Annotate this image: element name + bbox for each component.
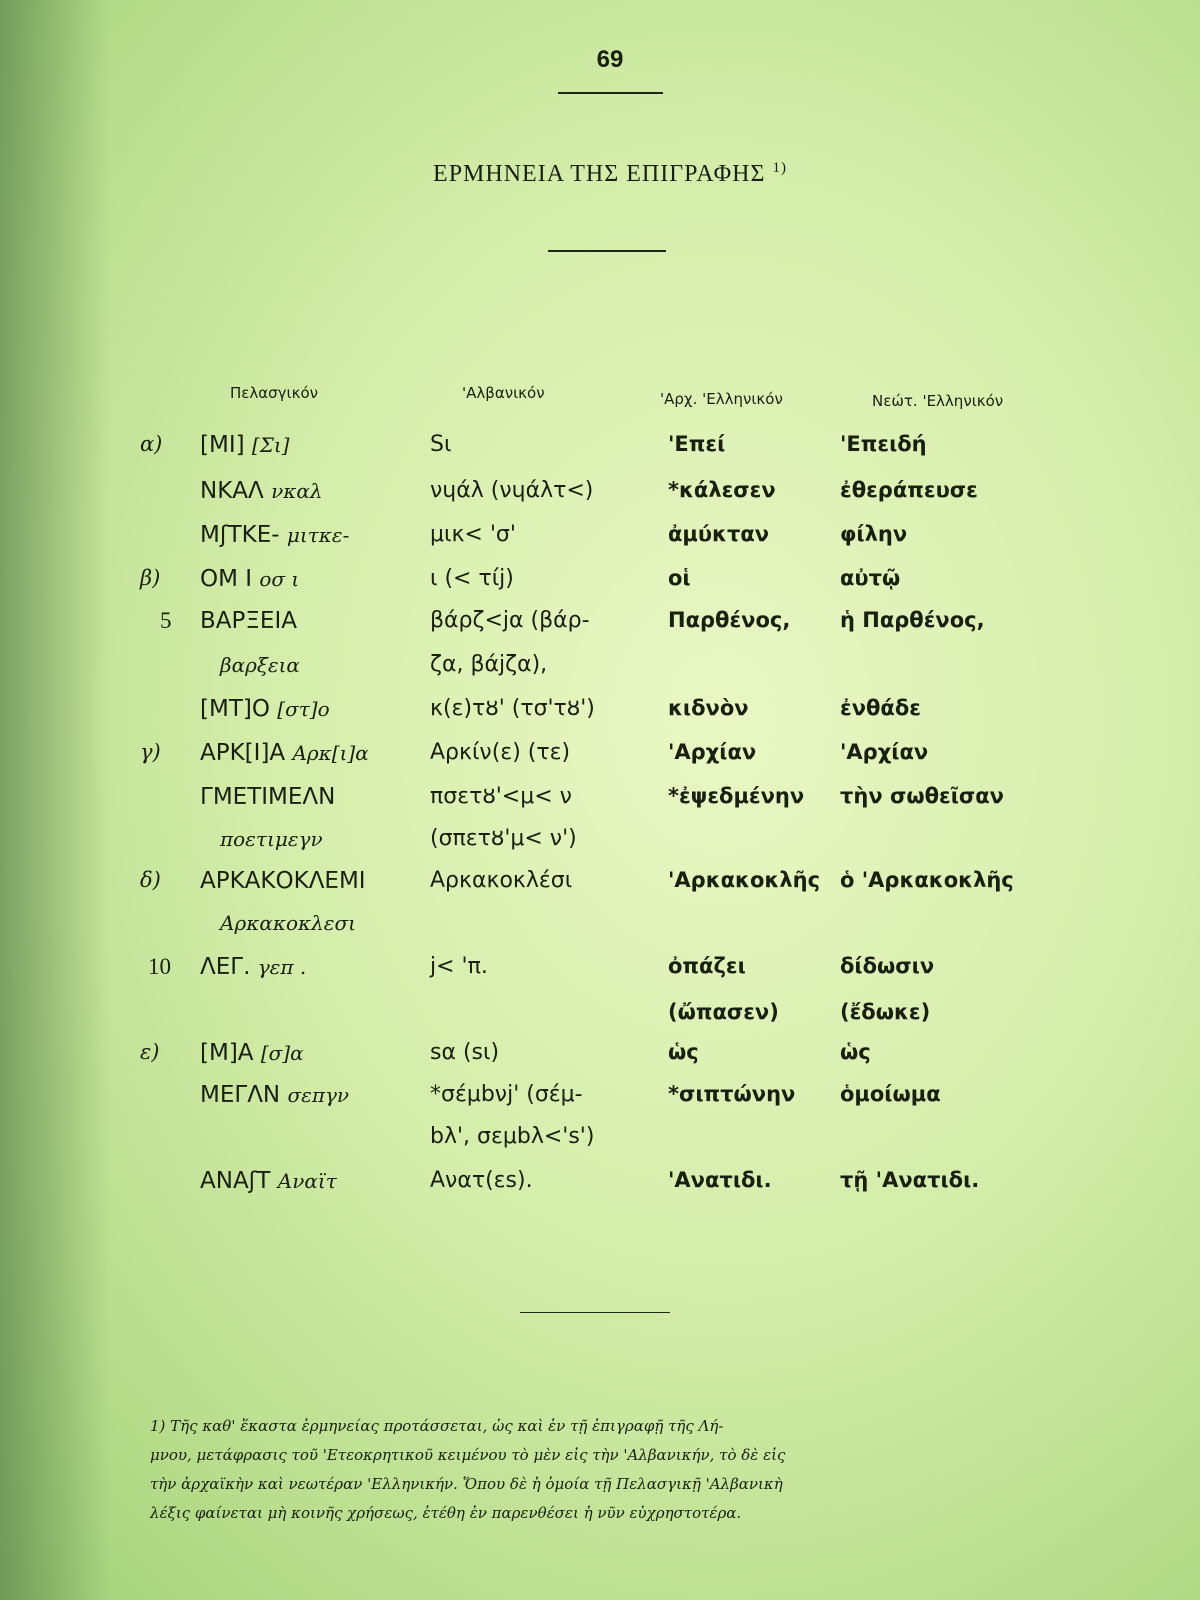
pelasgic-text: ΑΡΚΑΚΟΚΛΕΜΙ bbox=[200, 868, 366, 894]
pelasgic-transliteration: [σ]α bbox=[260, 1041, 304, 1065]
modern-greek-cell: 'Αρχίαν bbox=[840, 740, 929, 764]
pelasgic-text: ΜΕΓΛΝ bbox=[200, 1082, 288, 1108]
pelasgic-cell bbox=[200, 1168, 337, 1194]
column-header-modern-greek: Νεώτ. 'Ελληνικόν bbox=[872, 392, 1004, 410]
row-label: α) bbox=[140, 432, 163, 456]
albanian-cell: πσετȣ'<μ< ν bbox=[430, 784, 572, 809]
pelasgic-transliteration: βαρξεια bbox=[220, 653, 300, 677]
column-header-pelasgic: Πελασγικόν bbox=[230, 384, 319, 402]
page-gutter-shadow bbox=[0, 0, 110, 1600]
title-rule bbox=[548, 250, 666, 252]
pelasgic-transliteration: Αρκακοκλεσι bbox=[220, 911, 356, 935]
pelasgic-cell bbox=[200, 1082, 349, 1108]
albanian-cell: μικ< 'σ' bbox=[430, 522, 516, 547]
pelasgic-cell bbox=[200, 784, 335, 810]
modern-greek-cell: (ἔδωκε) bbox=[840, 1000, 931, 1024]
pelasgic-text: ΝΚΑΛ bbox=[200, 478, 272, 504]
footnote bbox=[150, 1412, 1050, 1528]
modern-greek-cell: ἐθεράπευσε bbox=[840, 478, 978, 502]
albanian-cell: Αρκίν(ε) (τε) bbox=[430, 740, 571, 765]
albanian-cell: Sι bbox=[430, 432, 452, 457]
modern-greek-cell: αὐτῷ bbox=[840, 566, 901, 590]
pelasgic-transliteration: οσ ι bbox=[259, 567, 300, 591]
page-title-text: ΕΡΜΗΝΕΙΑ ΤΗΣ ΕΠΙΓΡΑΦΗΣ bbox=[433, 161, 766, 187]
column-header-albanian: 'Αλβανικόν bbox=[462, 384, 545, 402]
pelasgic-text: ΛΕΓ. bbox=[200, 954, 258, 980]
footnote-line: 1) Τῆς καθ' ἕκαστα ἑρμηνείας προτάσσεται, ὡς καὶ ἐν τῇ ἐπιγραφῇ τῆς Λή- bbox=[150, 1417, 724, 1435]
pelasgic-transliteration: [στ]ο bbox=[277, 697, 330, 721]
ancient-greek-cell: ἀμύκταν bbox=[668, 522, 770, 546]
albanian-cell: κ(ε)τȣ' (τσ'τȣ') bbox=[430, 696, 595, 721]
pelasgic-transliteration: γεπ . bbox=[257, 955, 307, 979]
pelasgic-transliteration: ποετιμεγν bbox=[220, 827, 323, 851]
modern-greek-cell: τῇ 'Ανατιδι. bbox=[840, 1168, 980, 1192]
modern-greek-cell: τὴν σωθεῖσαν bbox=[840, 784, 1004, 808]
pelasgic-text: ΟΜ Ι bbox=[200, 566, 260, 592]
pelasgic-cell bbox=[220, 910, 356, 936]
pelasgic-text: [ΜΤ]Ο bbox=[200, 696, 278, 722]
ancient-greek-cell: 'Αρκακοκλῆς bbox=[668, 868, 821, 892]
albanian-cell: ι (< τίj) bbox=[430, 566, 514, 591]
pelasgic-cell bbox=[200, 608, 297, 634]
page-title bbox=[330, 160, 890, 188]
ancient-greek-cell: Παρθένος, bbox=[668, 608, 791, 632]
modern-greek-cell: ὁμοίωμα bbox=[840, 1082, 941, 1106]
modern-greek-cell: ἡ Παρθένος, bbox=[840, 608, 985, 632]
pelasgic-text: [ΜΙ] bbox=[200, 432, 252, 458]
ancient-greek-cell: *ἐψεδμένην bbox=[668, 784, 805, 808]
albanian-cell: j< 'π. bbox=[430, 954, 488, 979]
ancient-greek-cell: *κάλεσεν bbox=[668, 478, 776, 502]
albanian-cell: Ανατ(εs). bbox=[430, 1168, 533, 1193]
modern-greek-cell: ὡς bbox=[840, 1040, 871, 1064]
pelasgic-transliteration: Αρκ[ι]α bbox=[292, 741, 369, 765]
pelasgic-transliteration: [Σι] bbox=[251, 433, 290, 457]
albanian-cell: (σπετȣ'μ< ν') bbox=[430, 826, 577, 851]
footnote-rule bbox=[520, 1312, 670, 1313]
pelasgic-cell bbox=[200, 740, 369, 766]
albanian-cell: νɥάλ (νɥάλτ<) bbox=[430, 478, 594, 503]
pelasgic-cell bbox=[200, 868, 366, 894]
albanian-cell: *σέμbνj' (σέμ- bbox=[430, 1082, 583, 1107]
albanian-cell: sα (sι) bbox=[430, 1040, 500, 1065]
pelasgic-cell bbox=[200, 566, 299, 592]
row-label: γ) bbox=[140, 740, 161, 764]
footnote-line: λέξις φαίνεται μὴ κοινῆς χρήσεως, ἐτέθη ἐν παρενθέσει ἡ νῦν εὐχρηστοτέρα. bbox=[150, 1504, 742, 1522]
footnote-line: τὴν ἀρχαϊκὴν καὶ νεωτέραν 'Ελληνικήν. Ὅπου δὲ ἡ ὁμοία τῇ Πελασγικῇ 'Αλβανικὴ bbox=[150, 1475, 783, 1493]
modern-greek-cell: ἐνθάδε bbox=[840, 696, 921, 720]
pelasgic-text: ΜʃΤΚΕ- bbox=[200, 522, 287, 548]
pelasgic-transliteration: Αναϊτ bbox=[277, 1169, 337, 1193]
albanian-cell: ζα, βάjζα), bbox=[430, 652, 548, 677]
ancient-greek-cell: 'Επεί bbox=[668, 432, 726, 456]
ancient-greek-cell: *σιπτώνην bbox=[668, 1082, 796, 1106]
row-label: 5 bbox=[160, 608, 172, 633]
pelasgic-transliteration: σεπγν bbox=[287, 1083, 350, 1107]
pelasgic-cell bbox=[220, 652, 300, 678]
page-number: 69 bbox=[596, 46, 624, 73]
ancient-greek-cell: κιδνὸν bbox=[668, 696, 749, 720]
ancient-greek-cell: 'Ανατιδι. bbox=[668, 1168, 772, 1192]
albanian-cell: Αρκακοκλέσι bbox=[430, 868, 573, 893]
pelasgic-cell bbox=[200, 432, 289, 458]
pelasgic-cell bbox=[200, 696, 330, 722]
column-header-ancient-greek: 'Αρχ. 'Ελληνικόν bbox=[660, 390, 783, 408]
ancient-greek-cell: ὀπάζει bbox=[668, 954, 746, 978]
pelasgic-transliteration: μιτκε- bbox=[286, 523, 350, 547]
pelasgic-text: ΓΜΕΤΙΜΕΛΝ bbox=[200, 784, 336, 810]
ancient-greek-cell: (ὤπασεν) bbox=[668, 1000, 779, 1024]
pelasgic-cell bbox=[200, 1040, 304, 1066]
footnote-line: μνου, μετάφρασις τοῦ 'Ετεοκρητικοῦ κειμένου τὸ μὲν εἰς τὴν 'Αλβανικήν, τὸ δὲ εἰς bbox=[150, 1446, 786, 1464]
ancient-greek-cell: οἱ bbox=[668, 566, 691, 590]
row-label: δ) bbox=[140, 868, 161, 892]
pelasgic-cell bbox=[200, 522, 349, 548]
row-label: 10 bbox=[148, 954, 171, 979]
row-label: ε) bbox=[140, 1040, 160, 1064]
ancient-greek-cell: 'Αρχίαν bbox=[668, 740, 757, 764]
modern-greek-cell: ὁ 'Αρκακοκλῆς bbox=[840, 868, 1014, 892]
page-number-rule bbox=[558, 92, 663, 94]
pelasgic-transliteration: νκαλ bbox=[271, 479, 323, 503]
albanian-cell: bλ', σεμbλ<'s') bbox=[430, 1124, 595, 1149]
title-footnote-marker: 1) bbox=[772, 160, 787, 176]
pelasgic-text: ΑΝΑʃΤ bbox=[200, 1168, 278, 1194]
ancient-greek-cell: ὡς bbox=[668, 1040, 699, 1064]
row-label: β) bbox=[140, 566, 161, 590]
pelasgic-text: ΒΑΡΞΕΙΑ bbox=[200, 608, 297, 634]
modern-greek-cell: δίδωσιν bbox=[840, 954, 935, 978]
pelasgic-text: ΑΡΚ[Ι]Α bbox=[200, 740, 293, 766]
pelasgic-cell bbox=[200, 478, 323, 504]
modern-greek-cell: φίλην bbox=[840, 522, 908, 546]
albanian-cell: βάρζ<jα (βάρ- bbox=[430, 608, 590, 633]
pelasgic-cell bbox=[220, 826, 323, 852]
modern-greek-cell: 'Επειδή bbox=[840, 432, 927, 456]
pelasgic-cell bbox=[200, 954, 306, 980]
pelasgic-text: [Μ]Α bbox=[200, 1040, 261, 1066]
